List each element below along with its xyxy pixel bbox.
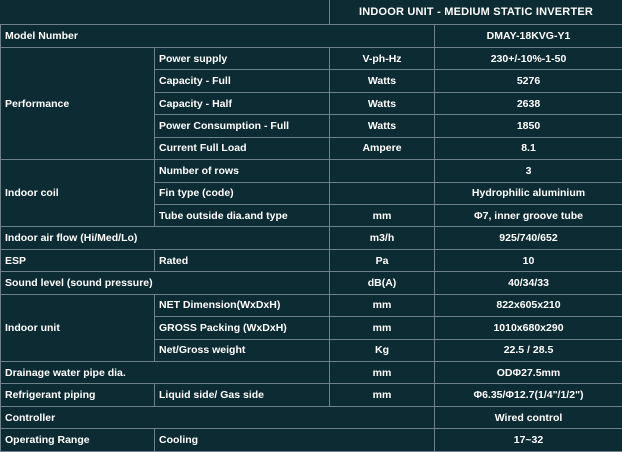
table-row [1, 384, 622, 406]
row-value: 8.1 [435, 137, 622, 159]
row-value: Wired control [435, 406, 622, 428]
table-row [1, 47, 622, 69]
row-unit: mm [330, 317, 435, 339]
model-number-label: Model Number [1, 25, 435, 47]
model-number-value: DMAY-18KVG-Y1 [435, 25, 622, 47]
row-param: Rated [155, 249, 330, 271]
table-row [1, 249, 622, 271]
row-value: 17~32 [435, 429, 622, 452]
row-param: Power supply [155, 47, 330, 69]
row-param: Cooling [155, 429, 435, 452]
row-unit: Ampere [330, 137, 435, 159]
drainage-label: Drainage water pipe dia. [1, 362, 330, 384]
row-value: 1850 [435, 115, 622, 137]
table-row [1, 429, 622, 452]
row-unit: Watts [330, 92, 435, 114]
table-header-row [1, 0, 622, 25]
table-row [1, 227, 622, 249]
row-unit: mm [330, 294, 435, 316]
row-unit: Watts [330, 115, 435, 137]
row-param: Power Consumption - Full [155, 115, 330, 137]
row-value: 40/34/33 [435, 272, 622, 294]
table-row [1, 406, 622, 428]
esp-label: ESP [1, 249, 155, 271]
row-unit: Watts [330, 70, 435, 92]
row-param: Capacity - Half [155, 92, 330, 114]
row-param: GROSS Packing (WxDxH) [155, 317, 330, 339]
row-param: NET Dimension(WxDxH) [155, 294, 330, 316]
row-unit: V-ph-Hz [330, 47, 435, 69]
sound-level-label: Sound level (sound pressure) [1, 272, 330, 294]
row-param: Current Full Load [155, 137, 330, 159]
indoor-unit-group-label: Indoor unit [1, 294, 155, 361]
row-unit: Kg [330, 339, 435, 361]
row-unit [330, 182, 435, 204]
row-param: Liquid side/ Gas side [155, 384, 330, 406]
row-param: Number of rows [155, 160, 330, 182]
row-unit: mm [330, 362, 435, 384]
controller-label: Controller [1, 406, 435, 428]
header-blank [1, 0, 330, 25]
row-unit: mm [330, 204, 435, 226]
row-value: 230+/-10%-1-50 [435, 47, 622, 69]
table-row [1, 25, 622, 47]
row-unit: mm [330, 384, 435, 406]
operating-range-label: Operating Range [1, 429, 155, 452]
table-row [1, 160, 622, 182]
row-unit: m3/h [330, 227, 435, 249]
indoor-coil-group-label: Indoor coil [1, 160, 155, 227]
row-unit: dB(A) [330, 272, 435, 294]
row-param: Capacity - Full [155, 70, 330, 92]
row-value: 822x605x210 [435, 294, 622, 316]
row-param: Tube outside dia.and type [155, 204, 330, 226]
row-value: 22.5 / 28.5 [435, 339, 622, 361]
air-flow-label: Indoor air flow (Hi/Med/Lo) [1, 227, 330, 249]
row-value: 5276 [435, 70, 622, 92]
row-param: Fin type (code) [155, 182, 330, 204]
table-row [1, 362, 622, 384]
performance-group-label: Performance [1, 47, 155, 159]
row-unit: Pa [330, 249, 435, 271]
row-value: Φ7, inner groove tube [435, 204, 622, 226]
refrigerant-label: Refrigerant piping [1, 384, 155, 406]
row-value: 3 [435, 160, 622, 182]
row-param: Net/Gross weight [155, 339, 330, 361]
row-value: Hydrophilic aluminium [435, 182, 622, 204]
table-title: INDOOR UNIT - MEDIUM STATIC INVERTER [330, 0, 622, 25]
row-value: Φ6.35/Φ12.7(1/4"/1/2") [435, 384, 622, 406]
table-row [1, 272, 622, 294]
row-value: 925/740/652 [435, 227, 622, 249]
row-value: 10 [435, 249, 622, 271]
row-value: ODΦ27.5mm [435, 362, 622, 384]
row-value: 2638 [435, 92, 622, 114]
row-unit [330, 160, 435, 182]
table-row [1, 294, 622, 316]
row-value: 1010x680x290 [435, 317, 622, 339]
